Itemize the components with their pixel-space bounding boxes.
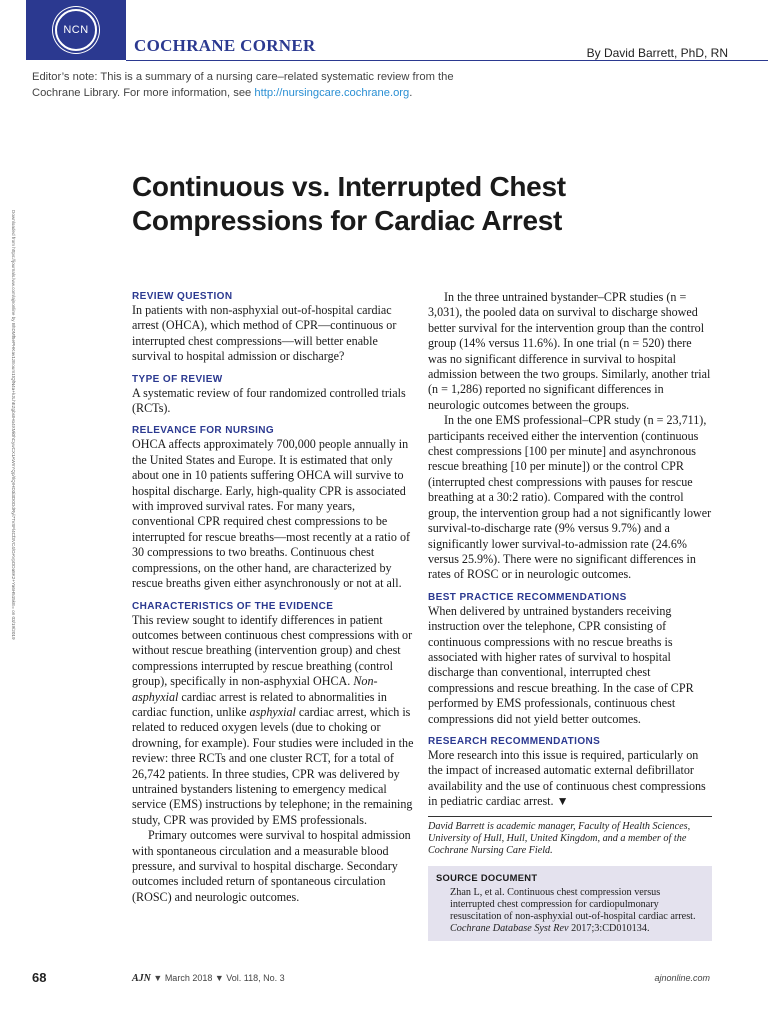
best-practice-heading: BEST PRACTICE RECOMMENDATIONS bbox=[428, 591, 627, 603]
source-document-citation bbox=[436, 887, 704, 935]
issue-info: ▼ March 2018 ▼ Vol. 118, No. 3 bbox=[150, 973, 285, 983]
author-divider bbox=[428, 816, 712, 817]
page-footer bbox=[32, 970, 710, 990]
characteristics-text-part-3: cardiac arrest, which is related to reduced oxygen levels (due to choking or drowning, for example). Four studies were included in the review: three RCTs and one cluster RCT, for a total of 26,742 patients. In three studies, CPR was delivered by untrained bystanders listening to emergency medical service (EMS) instructions by telephone; in the remaining study, CPR was provided by EMS professionals. bbox=[132, 704, 414, 827]
header-band bbox=[0, 0, 768, 62]
asphyxial-term: asphyxial bbox=[249, 704, 296, 719]
source-citation-text: Zhan L, et al. Continuous chest compression versus interrupted chest compression for cardiopulmonary resuscitation of non-asphyxial out-of-hospital cardiac arrest. bbox=[450, 887, 696, 923]
source-journal-name: Cochrane Database Syst Rev bbox=[450, 923, 569, 935]
outcomes-text: Primary outcomes were survival to hospital admission with spontaneous circulation and a measurable blood pressure, and survival to hospital discharge. Secondary outcomes included return of spontaneous circulation (ROSC) and neurologic outcomes. bbox=[132, 828, 411, 904]
source-citation-end: 2017;3:CD010134. bbox=[568, 923, 650, 935]
editor-note-end: . bbox=[409, 86, 413, 99]
bystander-studies-text: In the three untrained bystander–CPR studies (n = 3,031), the pooled data on survival to discharge showed better survival for the intervention group than the control group (14% versus 11.6%). In one trial (n = 520) there was no significant difference in survival to hospital admission between the two groups. Similarly, another trial (n = 1,286) reported no significant differences in neurologic outcomes between the groups. bbox=[428, 290, 711, 412]
type-of-review-heading: TYPE OF REVIEW bbox=[132, 373, 223, 385]
header-rule bbox=[126, 60, 768, 61]
source-document-heading: SOURCE DOCUMENT bbox=[436, 871, 538, 883]
byline: By David Barrett, PhD, RN bbox=[586, 46, 728, 60]
characteristics-text-part-1: This review sought to identify differences in patient outcomes between continuous chest compressions with or without rescue breathing (intervention group) and chest compressions interrupted by rescue breathing (control group), specifically in non-asphyxial OHCA. bbox=[132, 612, 413, 689]
download-side-note-text: Downloaded from https://journals.lww.com/ajnonline by BhDMf5ePHKav1zEoum1tQfN4a+kJLhEZgbsIHo4XMi0hCywCX1AWnYQp/IlQrHD3i3D0OdRyi7TvSFl4Cf3VC4/OAVpDDa8K2+Ya6H515kE= on 03/19/2019 bbox=[11, 210, 16, 640]
editor-note-text: Editor’s note: This is a summary of a nursing care–related systematic review from the Cochrane Library. For more information, see bbox=[32, 71, 454, 99]
page-number: 68 bbox=[32, 970, 47, 985]
journal-issue bbox=[132, 973, 285, 984]
characteristics-heading: CHARACTERISTICS OF THE EVIDENCE bbox=[132, 600, 334, 612]
ems-study-text: In the one EMS professional–CPR study (n = 23,711), participants received either the intervention (continuous chest compressions [100 per minute] and asynchronous rescue breathing [10 per minute]) or the control CPR (interrupted chest compressions with pauses for rescue breathing at a 30:2 ratio). Compared with the control group, the intervention group had a not significantly lower survival-to-discharge rate (9% versus 9.7%) and a significantly lower survival-to-admission rate (24.6% versus 25.9%). There were no significant differences in rates of ROSC or in neurologic outcomes. bbox=[428, 413, 712, 582]
review-question-heading: REVIEW QUESTION bbox=[132, 291, 233, 302]
relevance-text: OHCA affects approximately 700,000 people annually in the United States and Europe. It is estimated that only about one in 10 patients suffering OHCA will survive to hospital discharge. Early, high-quality CPR is associated with improved survival rates. For many years, conventional CPR required chest compressions to be interrupted for rescue breaths—most recently at a ratio of 30 compressions to two breaths. Continuous chest compressions, on the other hand, are characterized by rescue breaths given either asynchronously or not at all. bbox=[132, 437, 411, 591]
article-title bbox=[132, 170, 692, 238]
download-side-note bbox=[8, 210, 18, 770]
journal-website: ajnonline.com bbox=[654, 973, 710, 983]
section-title: COCHRANE CORNER bbox=[134, 36, 316, 55]
research-heading: RESEARCH RECOMMENDATIONS bbox=[428, 735, 601, 747]
best-practice-text: When delivered by untrained bystanders receiving instruction over the telephone, CPR consisting of continuous compressions with no rescue breaths is associated with higher rates of survival to hospital discharge than conventional, interrupted chest compressions and rescue breathing. In the case of CPR performed by EMS professionals, continuous chest compressions did not yield better outcomes. bbox=[428, 603, 694, 726]
characteristics-text-part-2: cardiac arrest is related to abnormalities in cardiac function, unlike bbox=[132, 689, 387, 719]
ncn-logo bbox=[26, 0, 126, 60]
logo-text: NCN bbox=[63, 24, 89, 36]
author-bio: David Barrett is academic manager, Faculty of Health Sciences, University of Hull, Hull, United Kingdom, and a member of the Cochrane Nursing Care Field. bbox=[428, 820, 691, 857]
left-column bbox=[132, 290, 414, 905]
non-asphyxial-term: Non-asphyxial bbox=[132, 674, 378, 704]
right-column bbox=[428, 290, 712, 941]
source-document-box bbox=[428, 866, 712, 941]
review-question-text: In patients with non-asphyxial out-of-hospital cardiac arrest (OHCA), which method of CPR—continuous or interrupted chest compressions—will better enable survival to hospital admission or discharge? bbox=[132, 303, 397, 364]
characteristics-text bbox=[132, 613, 414, 829]
relevance-heading: RELEVANCE FOR NURSING bbox=[132, 425, 275, 437]
journal-abbrev: AJN bbox=[132, 973, 151, 984]
research-text: More research into this issue is required, particularly on the impact of increased automatic external defibrillator availability and the use of continuous chest compressions in pediatric cardiac arrest. ▼ bbox=[428, 747, 706, 809]
logo-circle-icon bbox=[55, 9, 97, 51]
article-title-line-1: Continuous vs. Interrupted Chest bbox=[132, 171, 566, 202]
article-title-line-2: Compressions for Cardiac Arrest bbox=[132, 205, 563, 236]
editor-note bbox=[32, 70, 492, 101]
type-of-review-text: A systematic review of four randomized controlled trials (RCTs). bbox=[132, 385, 406, 416]
cochrane-link[interactable]: http://nursingcare.cochrane.org bbox=[254, 86, 410, 99]
